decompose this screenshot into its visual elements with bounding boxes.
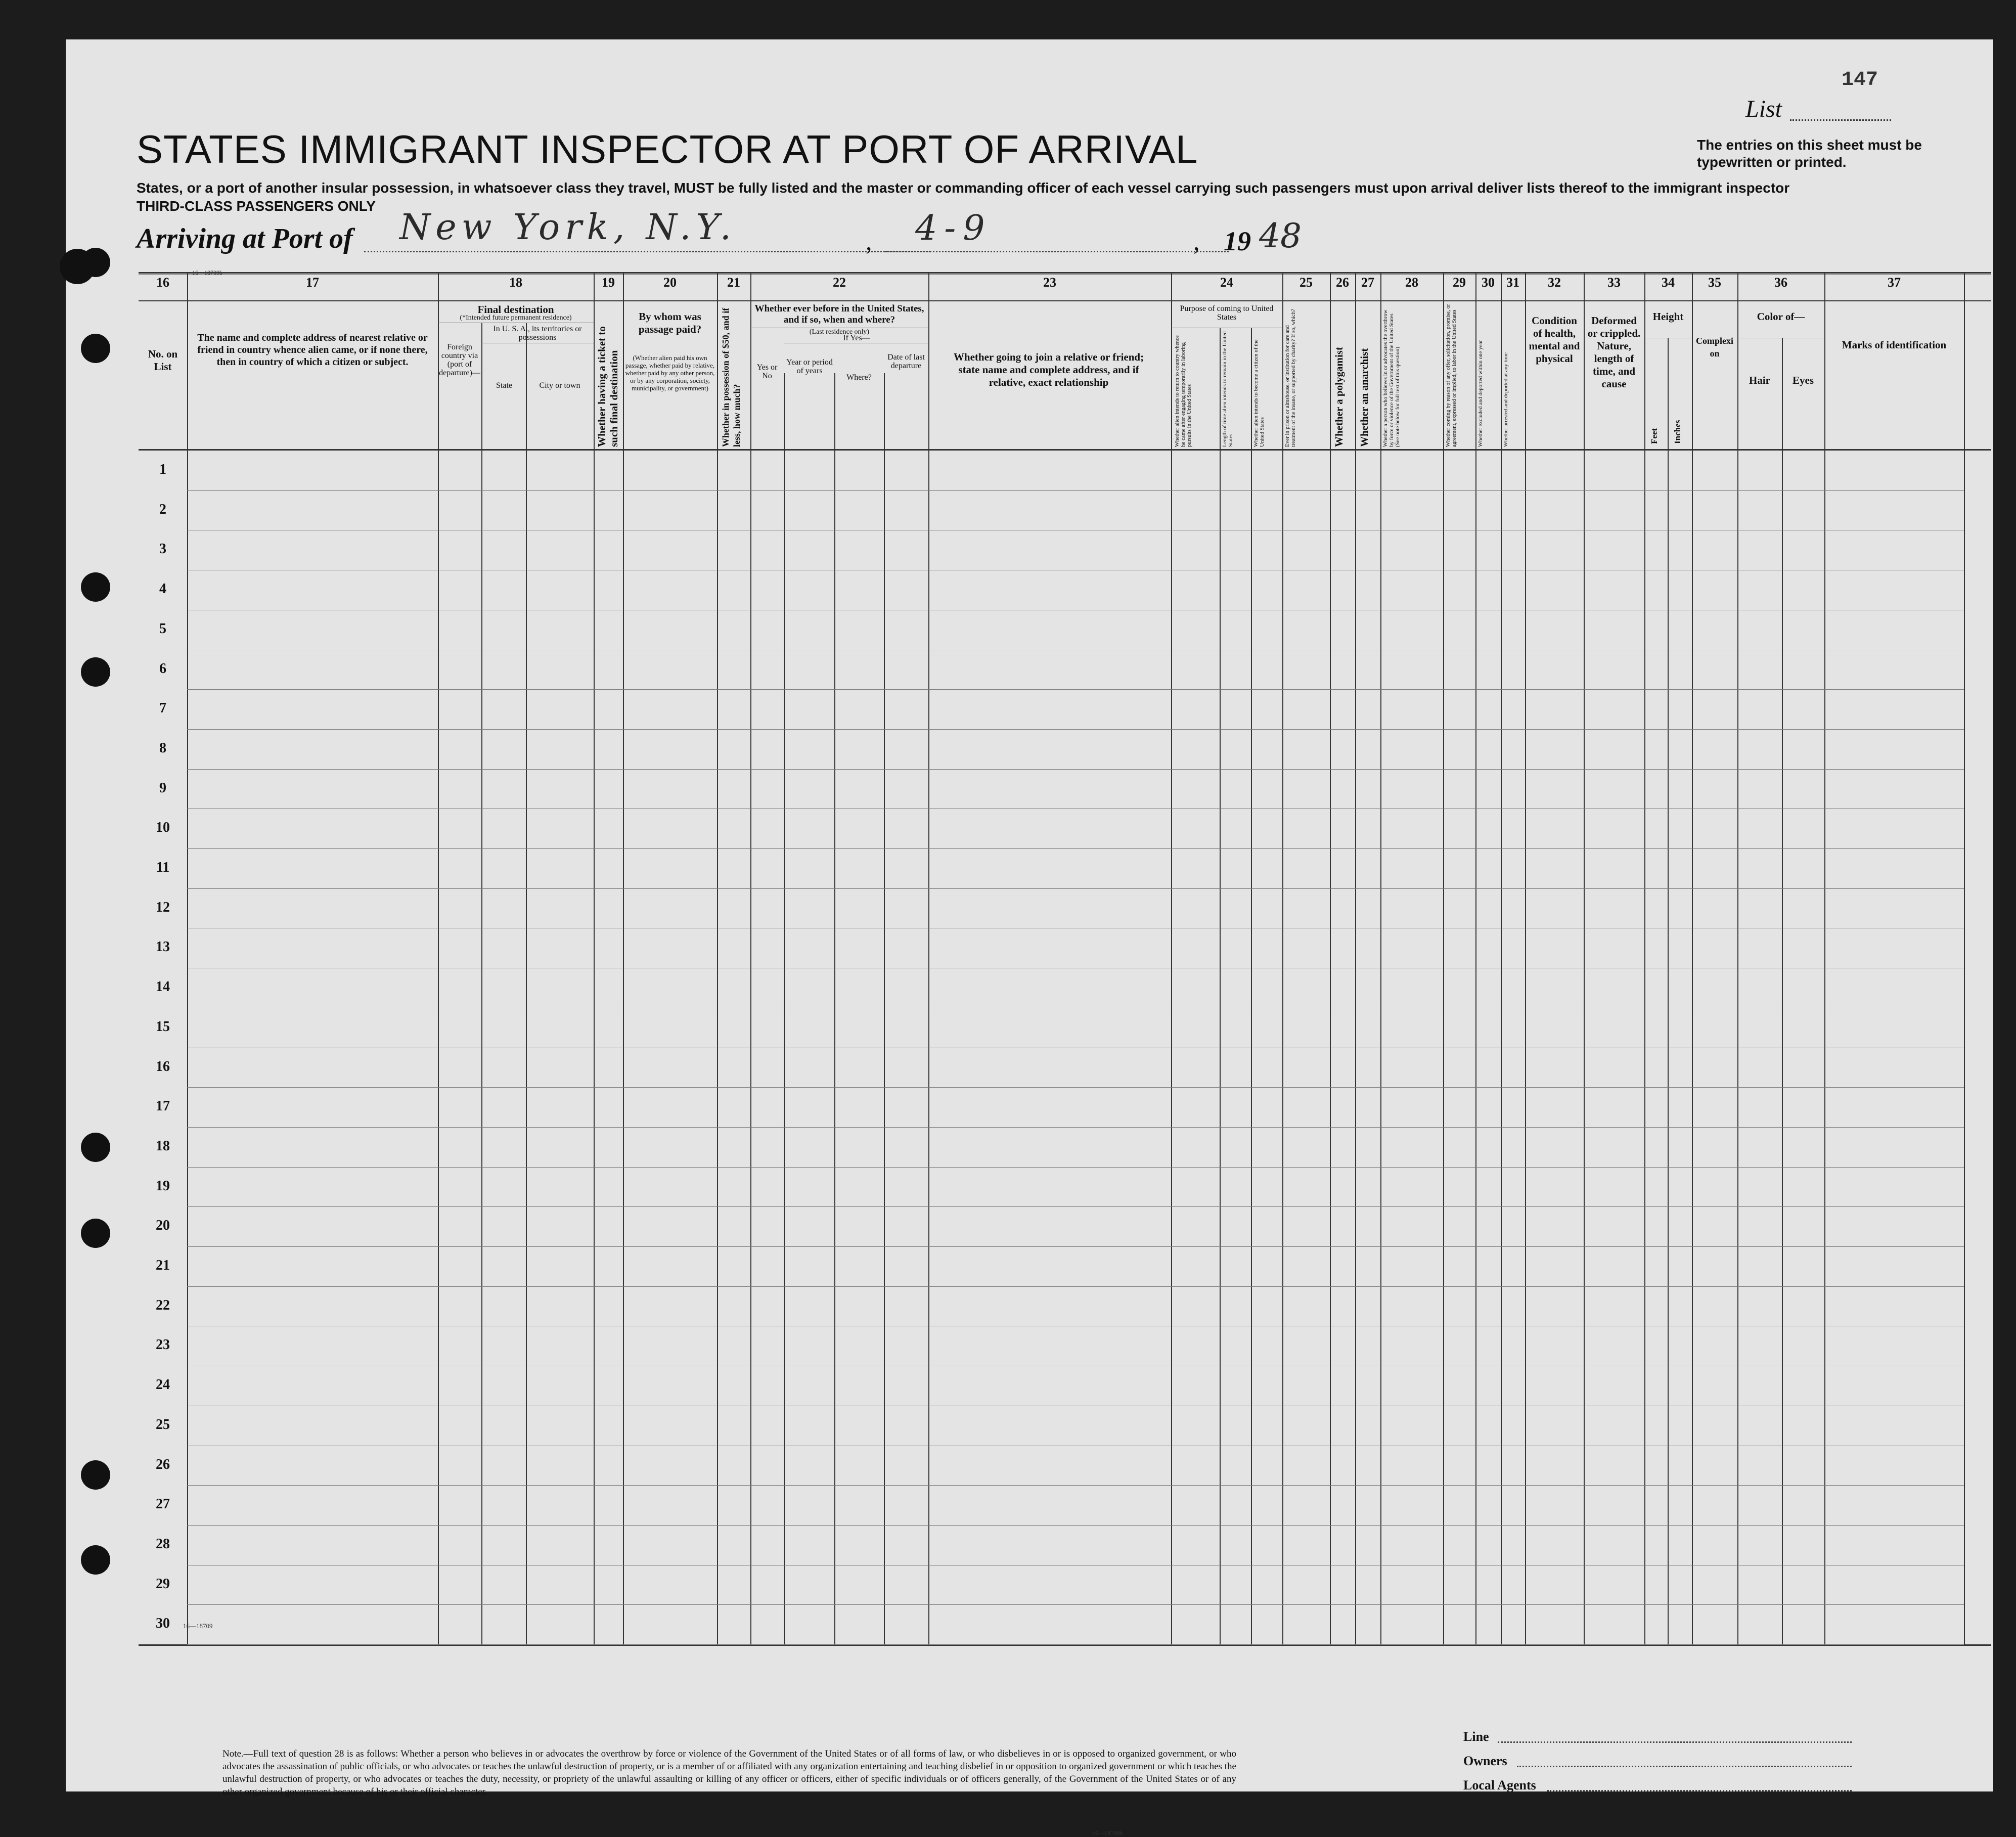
row-number: 6 — [159, 660, 166, 677]
row-line — [187, 1087, 1964, 1088]
row-number: 28 — [156, 1536, 170, 1552]
row-number: 24 — [156, 1377, 170, 1393]
row-number: 21 — [156, 1258, 170, 1273]
col-num-25: 25 — [1300, 275, 1313, 290]
row-line — [187, 490, 1964, 491]
manifest-table — [139, 272, 1991, 1646]
row-number: 10 — [156, 820, 170, 836]
owners-field[interactable] — [1517, 1766, 1852, 1767]
col-num-23: 23 — [1043, 275, 1056, 290]
row-number: 2 — [159, 501, 166, 517]
row-line — [187, 1127, 1964, 1128]
col-num-35: 35 — [1708, 275, 1721, 290]
row-number: 14 — [156, 979, 170, 995]
row-number: 17 — [156, 1098, 170, 1114]
col-num-17: 17 — [306, 275, 319, 290]
punch-hole — [81, 572, 110, 602]
punch-hole — [81, 657, 110, 687]
col-num-31: 31 — [1506, 275, 1519, 290]
col-num-21: 21 — [727, 275, 740, 290]
date-line — [885, 251, 1229, 252]
line-label: Line — [1463, 1729, 1489, 1744]
col-num-28: 28 — [1405, 275, 1418, 290]
typewritten-note: The entries on this sheet must be typewritten or printed. — [1697, 137, 1922, 170]
header-prison: Ever in prison or almshouse, or institution for care and treatment of the insane, or supported by charity? If so, which? — [1284, 308, 1296, 447]
list-label: List — [1745, 96, 1782, 122]
header-eyes: Eyes — [1793, 374, 1814, 386]
row-number: 16 — [156, 1058, 170, 1074]
col-num-24: 24 — [1220, 275, 1233, 290]
header-where: Where? — [846, 373, 872, 382]
col-num-29: 29 — [1453, 275, 1466, 290]
row-number: 30 — [156, 1616, 170, 1632]
header-overthrow: Whether a person who believes in or advocates the overthrow by force or violence of the Government of the United States (See note below for full text of this question) — [1382, 309, 1401, 447]
header-marks: Marks of identification — [1842, 339, 1947, 351]
col-num-36: 36 — [1774, 275, 1787, 290]
header-health: Condition of health, mental and physical — [1529, 315, 1580, 365]
row-number: 25 — [156, 1416, 170, 1432]
list-line — [1790, 119, 1891, 121]
col-num-26: 26 — [1336, 275, 1349, 290]
row-line — [187, 1644, 1964, 1645]
row-number: 8 — [159, 740, 166, 756]
header-passage-paid-sub: (Whether alien paid his own passage, whether paid by relative, whether paid by any other person, or by any corporation, society, municipality, or government) — [625, 354, 715, 392]
header-year-period: Year or period of years — [786, 358, 833, 375]
header-state: State — [496, 381, 512, 390]
form-code-bottom: 16—18709 — [183, 1622, 213, 1630]
header-yes-no: Yes or No — [756, 363, 778, 380]
row-number: 5 — [159, 620, 166, 637]
form-sheet: 147 List STATES IMMIGRANT INSPECTOR AT PORT OF ARRIVAL The entries on this sheet must be typewritten or printed. States, or a port of another insular possession, in whatsoever class they travel, MUST be fully listed and the master or commanding officer of each vessel carrying such passengers must upon arrival deliver lists thereof to the immigrant inspector THIRD-CLASS PASSENGERS ONLY Arriving at Port of New York, N.Y. , 4-9 , 19 48 16 17 18 19 20 21 22 23 24 25 26 27 28 29 30 31 32 33 34 35 36 37 No. on List The name and complete address of nearest relative or friend in country whence alien came, or if none there, then in country of which a citizen or subject. Final destination (*Intended future permanent residence) Foreign country via (port of departure)— In U. S. A., its territories or possessions State City or town Whether having a ticket to such final destination By whom was passage paid? (Whether alien paid his own passage, whether paid by relative, whether paid by any other person, or by any corporation, society, municipality, or government) Whether in possession of $50, and if less, how much? Whether ever before in the United States, and if so, when and where? (Last residence only) If Yes— Yes or No Year or period of years Where? Date of last departure Whether going to join a relative or friend; state name and complete address, and if relative, exact relationship Purpose of coming to United States Whether alien intends to return to country whence he came after engaging temporarily in laboring pursuits in the United States Length of time alien intends to remain in the United States Whether alien intends to become a citizen of the United States Ever in prison or almshouse, or institution for care and treatment of the insane, or supported by charity? If so, which? Whether a polygamist Whether an anarchist Whether a person who believes in or advocates the overthrow by force or violence of the Government of the United States (See note below for full text of this question) Whether coming by reason of any offer, solicitation, promise, or agreement, expressed or implied, to labor in the United States Whether excluded and deported within one year Whether arrested and deported at any time Condition of health, mental and physical Deformed or crippled. Nature, length of time, and cause Height Feet Inches Complexion Color of— Hair Eyes Marks of identification 1 2 3 4 5 6 7 8 9 10 11 12 13 14 15 16 17 18 19 20 21 22 23 24 25 26 27 28 29 30 16—18709 Note.—Full text of question 28 is as follows: Whether a person who believes in or advocates the overthrow by force or violence of the Government of the United States or of all forms of law, or who disbelieves in or is opposed to organized government, or who advocates the assassination of public officials, or who advocates or teaches the unlawful destruction of property, or is a member of or affiliated with any organization entertaining and teaching disbelief in or opposition to organized government or which teaches the unlawful destruction of property, or who advocates or teaches the duty, necessity, or propriety of the unlawful assaulting or killing of any officer or officers, either of specific individuals or of officers generally, of the Government of the United States or of any other organized government because of his or their official character. 16—18709b Line Owners Local Agents — [66, 39, 1993, 1791]
row-number: 19 — [156, 1178, 170, 1194]
header-polygamist: Whether a polygamist — [1333, 347, 1345, 447]
header-return-country: Whether alien intends to return to country whence he came after engaging temporarily in laboring pursuits in the United States — [1174, 335, 1192, 447]
header-become-citizen: Whether alien intends to become a citizen of the United States — [1253, 339, 1265, 447]
date-handwritten: 4-9 — [915, 208, 992, 248]
row-line — [187, 1206, 1964, 1207]
header-deformed: Deformed or crippled. Nature, length of time, and cause — [1587, 315, 1641, 390]
col-num-32: 32 — [1548, 275, 1561, 290]
header-excluded: Whether excluded and deported within one year — [1477, 340, 1484, 447]
form-title: STATES IMMIGRANT INSPECTOR AT PORT OF ARRIVAL — [137, 127, 1198, 171]
port-handwritten: New York, N.Y. — [399, 206, 736, 248]
header-final-destination-sub: (*Intended future permanent residence) — [460, 314, 572, 322]
row-number: 3 — [159, 541, 166, 557]
row-number: 9 — [159, 780, 166, 796]
header-ticket: Whether having a ticket to such final destination — [596, 326, 620, 447]
agents-label: Local Agents — [1463, 1778, 1536, 1793]
row-line — [187, 1604, 1964, 1605]
punch-hole — [81, 334, 110, 363]
header-length-time: Length of time alien intends to remain in the United States — [1222, 331, 1234, 447]
col-num-30: 30 — [1482, 275, 1495, 290]
port-line — [364, 251, 930, 252]
header-date-departure: Date of last departure — [887, 353, 925, 370]
header-no-on-list: No. on List — [148, 348, 178, 373]
col-num-34: 34 — [1662, 275, 1675, 290]
row-line — [187, 1246, 1964, 1247]
row-line — [187, 1167, 1964, 1168]
col-num-18: 18 — [509, 275, 522, 290]
punch-hole — [81, 1460, 110, 1490]
page-number: 147 — [1842, 69, 1878, 92]
header-labor-offer: Whether coming by reason of any offer, solicitation, promise, or agreement, expressed or implied, to labor in the United States — [1445, 304, 1457, 447]
row-number: 11 — [156, 860, 170, 875]
punch-hole — [60, 249, 95, 284]
row-number: 27 — [156, 1496, 170, 1512]
agents-field[interactable] — [1547, 1790, 1852, 1791]
header-in-usa: In U. S. A., its territories or possessions — [493, 325, 582, 342]
row-line — [187, 769, 1964, 770]
row-number: 12 — [156, 899, 170, 915]
col-num-20: 20 — [663, 275, 677, 290]
header-hair: Hair — [1749, 374, 1770, 386]
col-num-37: 37 — [1888, 275, 1901, 290]
punch-hole — [81, 1133, 110, 1162]
header-ever-before: Whether ever before in the United States, and if so, when and where? — [754, 303, 924, 325]
footnote-q28: Note.—Full text of question 28 is as follows: Whether a person who believes in or advocates the overthrow by force or violence of the Government of the United States or of all forms of law, or who disbelieves in or is opposed to organized government, or who advocates the assassination of public officials, or who advocates or teaches the unlawful destruction of property, or is a member of or affiliated with any organization entertaining and teaching disbelief in or opposition to organized government or which teaches the unlawful destruction of property, or who advocates or teaches the duty, necessity, or propriety of the unlawful assaulting or killing of any officer or officers, either of specific individuals or of officers generally, of the Government of the United States or of any other organized government because of his or their official character. — [222, 1749, 1236, 1797]
header-fifty-dollars: Whether in possession of $50, and if less, how much? — [721, 307, 742, 447]
header-inches: Inches — [1673, 420, 1682, 444]
header-final-destination: Final destination — [477, 303, 554, 316]
col-num-27: 27 — [1361, 275, 1374, 290]
col-num-19: 19 — [602, 275, 615, 290]
header-nearest-relative: The name and complete address of nearest relative or friend in country whence alien came, or if none there, then in country of which a citizen or subject. — [197, 332, 428, 368]
row-line — [187, 1525, 1964, 1526]
row-number: 15 — [156, 1018, 170, 1035]
row-number: 29 — [156, 1576, 170, 1592]
row-number: 4 — [159, 581, 166, 597]
header-last-residence: (Last residence only) — [809, 328, 870, 336]
header-purpose: Purpose of coming to United States — [1180, 304, 1274, 322]
row-line — [187, 689, 1964, 690]
intro-line-2: THIRD-CLASS PASSENGERS ONLY — [137, 198, 376, 214]
col-num-22: 22 — [833, 275, 846, 290]
row-number: 26 — [156, 1456, 170, 1472]
col-num-33: 33 — [1607, 275, 1621, 290]
header-city: City or town — [539, 381, 580, 390]
header-if-yes: If Yes— — [843, 334, 870, 342]
row-number: 13 — [156, 939, 170, 955]
header-feet: Feet — [1649, 428, 1659, 444]
year-handwritten: 48 — [1259, 216, 1302, 255]
header-join-relative: Whether going to join a relative or friend; state name and complete address, and if relative, exact relationship — [953, 351, 1144, 388]
header-arrested: Whether arrested and deported at any time — [1503, 352, 1509, 447]
row-line — [187, 729, 1964, 730]
header-foreign-country: Foreign country via (port of departure)— — [439, 343, 480, 377]
col-num-16: 16 — [156, 275, 169, 290]
row-number: 22 — [156, 1297, 170, 1313]
header-passage-paid: By whom was passage paid? — [638, 310, 702, 335]
header-height: Height — [1652, 310, 1684, 323]
row-line — [187, 1286, 1964, 1287]
row-line — [187, 1485, 1964, 1486]
punch-hole — [81, 1545, 110, 1575]
header-color-of: Color of— — [1757, 310, 1805, 323]
header-complexion: Complexion — [1696, 336, 1733, 359]
arriving-label: Arriving at Port of — [137, 223, 353, 254]
row-number: 1 — [159, 462, 166, 477]
intro-line-1: States, or a port of another insular possession, in whatsoever class they travel, MUST be fully listed and the master or commanding officer of each vessel carrying such passengers must upon arrival deliver lists thereof to the immigrant inspector — [137, 180, 1790, 196]
row-line — [187, 848, 1964, 849]
row-line — [187, 888, 1964, 889]
year-printed: 19 — [1224, 226, 1251, 256]
header-anarchist: Whether an anarchist — [1358, 348, 1370, 447]
line-field[interactable] — [1498, 1741, 1852, 1743]
punch-hole — [81, 1219, 110, 1248]
owners-label: Owners — [1463, 1754, 1507, 1768]
row-number: 20 — [156, 1218, 170, 1234]
row-number: 23 — [156, 1337, 170, 1353]
note-code: 16—18709b — [1092, 1829, 1123, 1836]
row-number: 18 — [156, 1138, 170, 1154]
row-number: 7 — [159, 700, 166, 716]
